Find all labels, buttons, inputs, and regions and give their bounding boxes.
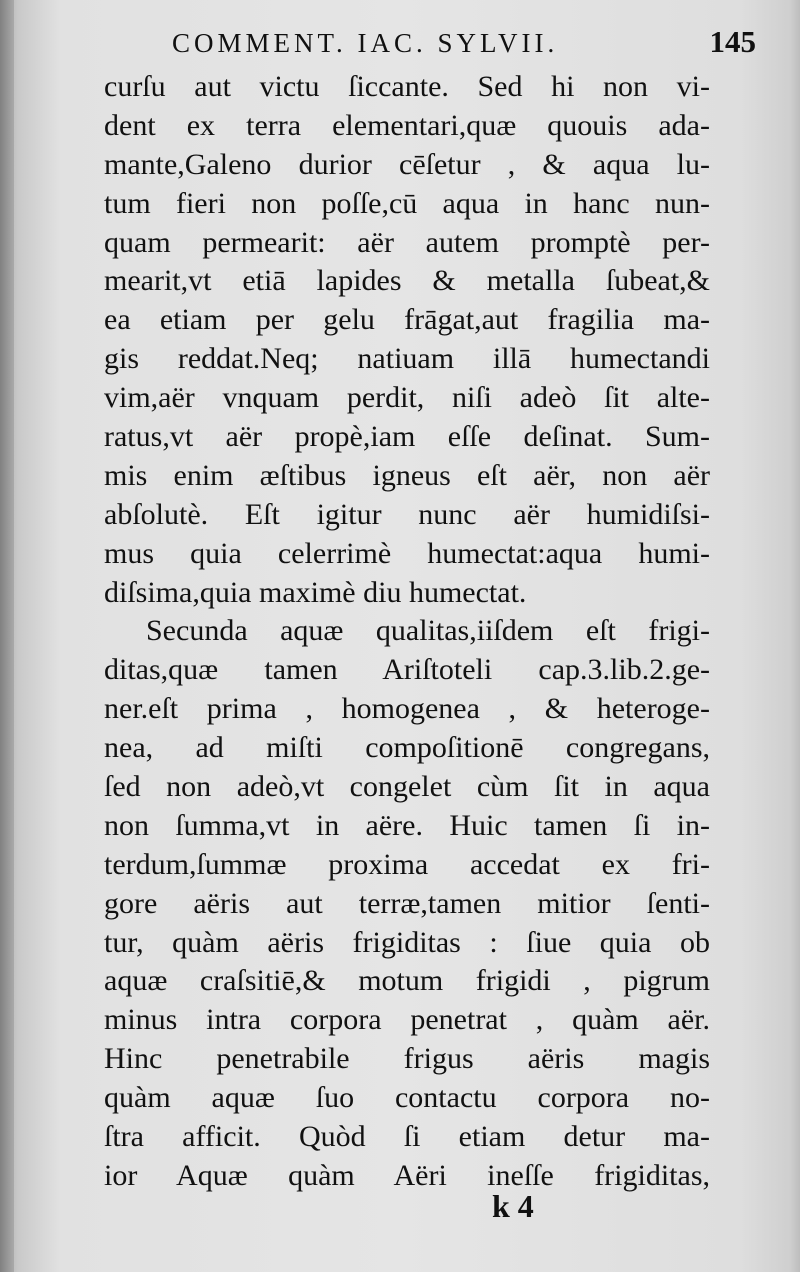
text-line: ſtra afficit. Quòd ſi etiam detur ma- [104,1120,710,1154]
text-line: mearit,vt etiā lapides & metalla ſubeat,& [104,264,710,298]
text-line: ner.eſt prima , homogenea , & heteroge- [104,692,710,726]
running-head: COMMENT. IAC. SYLVII. [172,28,559,58]
page-number: 145 [709,24,756,59]
text-line: nea, ad miſti compoſitionē congregans, [104,731,710,765]
text-line: abſolutè. Eſt igitur nunc aër humidiſsi- [104,497,710,531]
text-line: Secunda aquæ qualitas,iiſdem eſt frigi- [146,614,710,648]
text-line: diſsima,quia maximè diu humectat. [104,575,527,609]
text-line: tum fieri non poſſe,cū aqua in hanc nun- [104,186,710,220]
text-line: ditas,quæ tamen Ariſtoteli cap.3.lib.2.ge- [104,653,710,687]
text-line: ea etiam per gelu frāgat,aut fragilia ma- [104,303,710,337]
text-line: non ſumma,vt in aëre. Huic tamen ſi in- [104,808,710,842]
page-header [172,24,772,62]
text-line: aquæ craſsitiē,& motum frigidi , pigrum [104,964,710,998]
text-line: gis reddat.Neq; natiuam illā humectandi [104,342,710,376]
text-line: Hinc penetrabile frigus aëris magis [104,1042,710,1076]
signature-mark: k 4 [492,1188,534,1224]
text-line: mante,Galeno durior cēſetur , & aqua lu- [104,147,710,181]
text-line: gore aëris aut terræ,tamen mitior ſenti- [104,886,710,920]
text-line: curſu aut victu ſiccante. Sed hi non vi- [104,70,710,103]
text-line: quàm aquæ ſuo contactu corpora no- [104,1081,710,1115]
paragraph-1 [104,68,710,612]
body-text [104,68,710,1196]
paragraph-2 [104,612,710,1195]
text-line: terdum,ſummæ proxima accedat ex fri- [104,847,710,881]
text-line: mis enim æſtibus igneus eſt aër, non aër [104,458,710,492]
text-line: ior Aquæ quàm Aëri ineſſe frigiditas, [104,1158,710,1192]
text-line: vim,aër vnquam perdit, niſi adeò ſit alte- [104,381,710,415]
text-line: dent ex terra elementari,quæ quouis ada- [104,108,710,142]
text-line: tur, quàm aëris frigiditas : ſiue quia ob [104,925,710,959]
text-line: minus intra corpora penetrat , quàm aër. [104,1003,710,1037]
text-line: quam permearit: aër autem promptè per- [104,225,710,259]
text-line: mus quia celerrimè humectat:aqua humi- [104,536,710,570]
text-line: ratus,vt aër propè,iam eſſe deſinat. Sum- [104,420,710,454]
text-line: ſed non adeò,vt congelet cùm ſit in aqua [104,770,710,804]
